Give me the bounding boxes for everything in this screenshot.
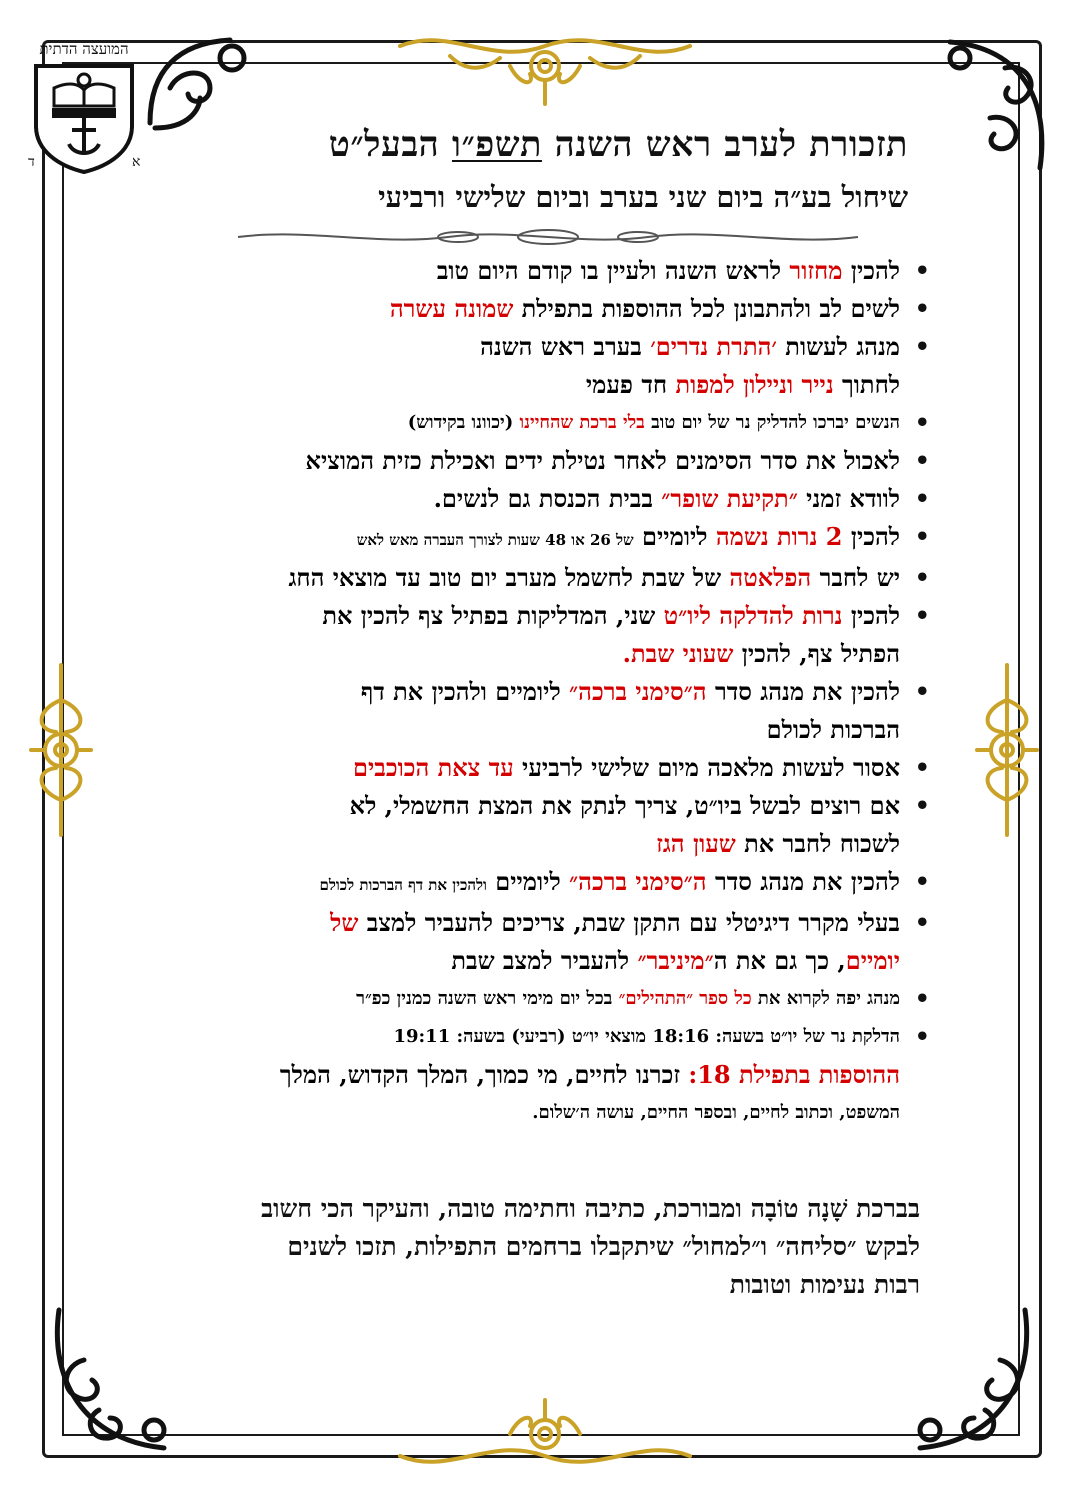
gold-ornament-bottom — [390, 1396, 700, 1476]
list-item: • להכין מחזור לראש השנה ולעיין בו קודם היום טוב — [160, 252, 930, 290]
list-item: • יש לחבר הפלאטה של שבת לחשמל מערב יום טוב עד מוצאי החג — [160, 559, 930, 597]
closing-blessing — [160, 1190, 920, 1304]
list-item: • אם רוצים לבשל ביו״ט, צריך לנתק את המצת החשמלי, לא — [160, 787, 930, 825]
divider-flourish — [228, 226, 868, 248]
page-title: תזכורת לערב ראש השנה תשפ״ו הבעל״ט — [328, 124, 908, 165]
list-item: • מנהג לעשות ׳התרת נדרים׳ בערב ראש השנה — [160, 328, 930, 366]
list-item: • בעלי מקרר דיגיטלי עם התקן שבת, צריכים להעביר למצב של — [160, 904, 930, 942]
list-item: • הדלקת נר של יו״ט בשעה: 18:16 מוצאי יו״ט (רביעי) בשעה: 19:11 — [160, 1018, 930, 1056]
list-item: • לשים לב ולהתבונן לכל ההוספות בתפילת שמונה עשרה — [160, 290, 930, 328]
page-subtitle: שיחול בע״ה ביום שני בערב וביום שלישי ורביעי — [378, 180, 908, 214]
gold-ornament-top — [390, 26, 700, 110]
list-item: • הנשים יברכו להדליק נר של יום טוב בלי ברכת שהחיינו (יכוונו בקידוש) — [160, 404, 930, 442]
list-item-continuation: הברכות לכולם — [766, 715, 900, 744]
svg-text:ד: ד — [28, 154, 35, 170]
list-item: • לוודא זמני ״תקיעת שופר״ בבית הכנסת גם לנשים. — [160, 480, 930, 518]
corner-swirl-top-right — [930, 28, 1060, 178]
corner-swirl-top-left — [140, 28, 260, 138]
list-item: • מנהג יפה לקרוא את כל ספר ״התהילים״ בכל יום מימי ראש השנה כמנין כפ״ר — [160, 980, 930, 1018]
religious-council-logo — [14, 26, 154, 176]
list-item: • להכין את מנהג סדר ה״סימני ברכה״ ליומיים ולהכין את דף — [160, 673, 930, 711]
gold-ornament-left — [26, 660, 96, 840]
list-item-continuation: ההוספות בתפילת 18: זכרנו לחיים, מי כמוך, המלך הקדוש, המלך — [279, 1060, 900, 1089]
svg-text:א: א — [132, 154, 141, 170]
list-item-continuation: המשפט, וכתוב לחיים, ובספר החיים, עושה ה׳שלום. — [532, 1102, 900, 1123]
list-item: • להכין את מנהג סדר ה״סימני ברכה״ ליומיים ולהכין את דף הברכות לכולם — [160, 863, 930, 904]
list-item: • אסור לעשות מלאכה מיום שלישי לרביעי עד צאת הכוכבים — [160, 749, 930, 787]
list-item: • לאכול את סדר הסימנים לאחר נטילת ידים ואכילת כזית המוציא — [160, 442, 930, 480]
list-item-continuation: הפתיל צף, להכין שעוני שבת. — [622, 639, 900, 668]
closing-line: לבקש ״סליחה״ ו״למחול״ שיתקבלו ברחמים התפילות, תזכו לשנים — [287, 1232, 920, 1261]
list-item-continuation: יומיים, כך גם את ה״מיניבר״ להעביר למצב שבת — [451, 946, 900, 975]
svg-text:המועצה הדתית: המועצה הדתית — [39, 40, 129, 58]
list-item-continuation: לחתוך נייר וניילון למפות חד פעמי — [585, 370, 900, 399]
closing-line: בברכת שָׁנָה טוֹבָה ומבורכת, כתיבה וחתימה טובה, והעיקר הכי חשוב — [261, 1194, 920, 1223]
list-item-continuation: לשכוח לחבר את שעון הגז — [656, 829, 900, 858]
list-item: • להכין נרות להדלקה ליו״ט שני, המדליקות בפתיל צף להכין את — [160, 597, 930, 635]
title-year: תשפ״ו — [452, 124, 542, 165]
gold-ornament-right — [972, 660, 1042, 840]
corner-swirl-bottom-left — [44, 1300, 184, 1460]
reminder-list — [160, 252, 930, 1132]
list-item: • להכין 2 נרות נשמה ליומיים של 26 או 48 שעות לצורך העברה מאש לאש — [160, 518, 930, 559]
closing-line: רבות נעימות וטובות — [729, 1270, 920, 1299]
corner-swirl-bottom-right — [900, 1300, 1040, 1460]
